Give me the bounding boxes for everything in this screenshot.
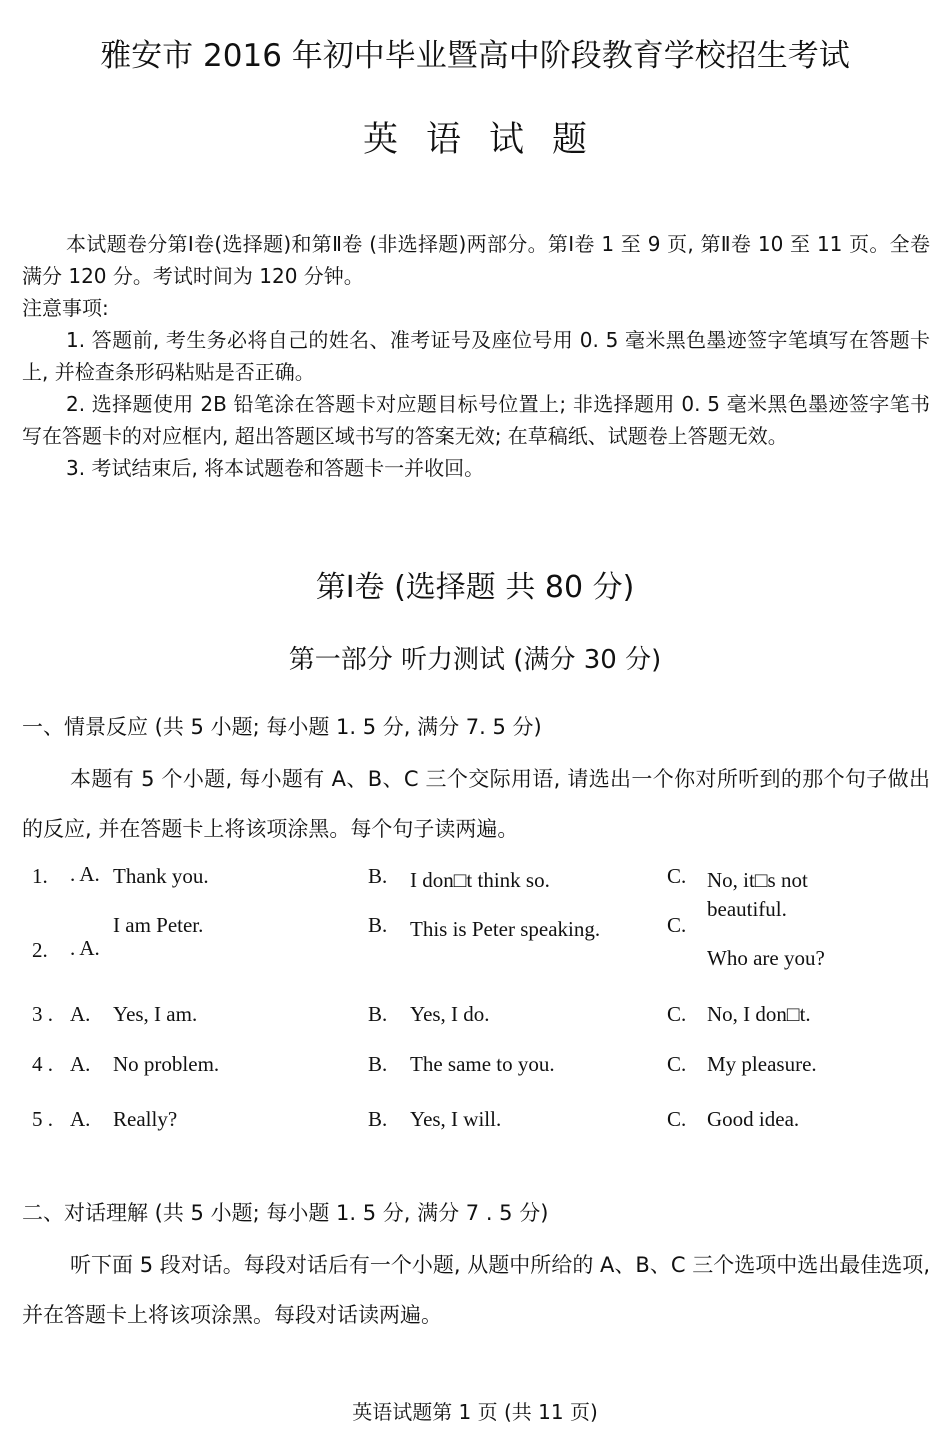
- volume-1-title: 第Ⅰ卷 (选择题 共 80 分): [315, 570, 635, 605]
- section-2-heading: 二、对话理解 (共 5 小题; 每小题 1. 5 分, 满分 7 . 5 分): [22, 1201, 549, 1225]
- section-2-instructions: [22, 1240, 930, 1340]
- option-b-label: B.: [368, 1052, 388, 1076]
- section-1-instructions: [22, 754, 930, 854]
- option-b-text: I don□t think so.: [410, 868, 550, 892]
- option-b-label: B.: [368, 913, 388, 937]
- option-a-label: . A.: [70, 862, 100, 886]
- option-a-text: Yes, I am.: [113, 1002, 198, 1026]
- option-a-label: A.: [70, 1107, 91, 1131]
- notice-item-3: 3. 考试结束后, 将本试题卷和答题卡一并收回。: [66, 456, 485, 480]
- option-c-text: Good idea.: [707, 1107, 800, 1131]
- question-number: 1.: [32, 864, 48, 888]
- option-b-label: B.: [368, 1002, 388, 1026]
- section-1-instructions-text: 本题有 5 个小题, 每小题有 A、B、C 三个交际用语, 请选出一个你对所听到的那个句子做出的反应, 并在答题卡上将该项涂黑。每个句子读两遍。: [22, 767, 930, 841]
- intro-paragraph: 本试题卷分第Ⅰ卷(选择题)和第Ⅱ卷 (非选择题)两部分。第Ⅰ卷 1 至 9 页, 第Ⅱ卷 10 至 11 页。全卷满分 120 分。考试时间为 120 分钟。: [22, 232, 930, 288]
- part-1-title: 第一部分 听力测试 (满分 30 分): [288, 645, 662, 675]
- option-b-text: Yes, I will.: [410, 1107, 502, 1131]
- question-number: 2.: [32, 938, 48, 962]
- option-c-label: C.: [667, 913, 687, 937]
- option-c-text: No, I don□t.: [707, 1002, 811, 1026]
- notice-item-2: 2. 选择题使用 2B 铅笔涂在答题卡对应题目标号位置上; 非选择题用 0. 5 毫米黑色墨迹签字笔书写在答题卡的对应框内, 超出答题区域书写的答案无效; 在草稿纸、试题卷上答题无效。: [22, 392, 930, 448]
- option-c-label: C.: [667, 864, 687, 888]
- option-a-label: A.: [70, 1002, 91, 1026]
- option-c-label: C.: [667, 1052, 687, 1076]
- option-c-text: No, it□s not beautiful.: [707, 868, 808, 921]
- option-c-label: C.: [667, 1107, 687, 1131]
- option-a-label: . A.: [70, 936, 100, 960]
- option-a-label: A.: [70, 1052, 91, 1076]
- option-b-text: The same to you.: [410, 1052, 555, 1076]
- option-a-text: No problem.: [113, 1052, 220, 1076]
- option-b-text: This is Peter speaking.: [410, 917, 601, 941]
- option-c-text: Who are you?: [707, 946, 825, 970]
- option-b-label: B.: [368, 1107, 388, 1131]
- option-a-text: Thank you.: [113, 864, 209, 888]
- notice-label: 注意事项:: [22, 296, 109, 320]
- question-number: 3 .: [32, 1002, 53, 1026]
- option-a-text: Really?: [113, 1107, 178, 1131]
- option-c-text: My pleasure.: [707, 1052, 817, 1076]
- option-a-text: I am Peter.: [113, 913, 204, 937]
- exam-subtitle: 英语试题: [362, 120, 615, 160]
- notice-item-1: 1. 答题前, 考生务必将自己的姓名、准考证号及座位号用 0. 5 毫米黑色墨迹签字笔填写在答题卡上, 并检查条形码粘贴是否正确。: [22, 328, 930, 384]
- option-b-text: Yes, I do.: [410, 1002, 490, 1026]
- section-1-heading: 一、情景反应 (共 5 小题; 每小题 1. 5 分, 满分 7. 5 分): [22, 715, 542, 739]
- question-number: 5 .: [32, 1107, 53, 1131]
- exam-intro: [22, 228, 930, 484]
- question-number: 4 .: [32, 1052, 53, 1076]
- exam-title: 雅安市 2016 年初中毕业暨高中阶段教育学校招生考试: [100, 38, 850, 74]
- section-2-instructions-text: 听下面 5 段对话。每段对话后有一个小题, 从题中所给的 A、B、C 三个选项中选出最佳选项, 并在答题卡上将该项涂黑。每段对话读两遍。: [22, 1253, 930, 1327]
- option-c-label: C.: [667, 1002, 687, 1026]
- option-b-label: B.: [368, 864, 388, 888]
- page-footer: 英语试题第 1 页 (共 11 页): [352, 1400, 598, 1424]
